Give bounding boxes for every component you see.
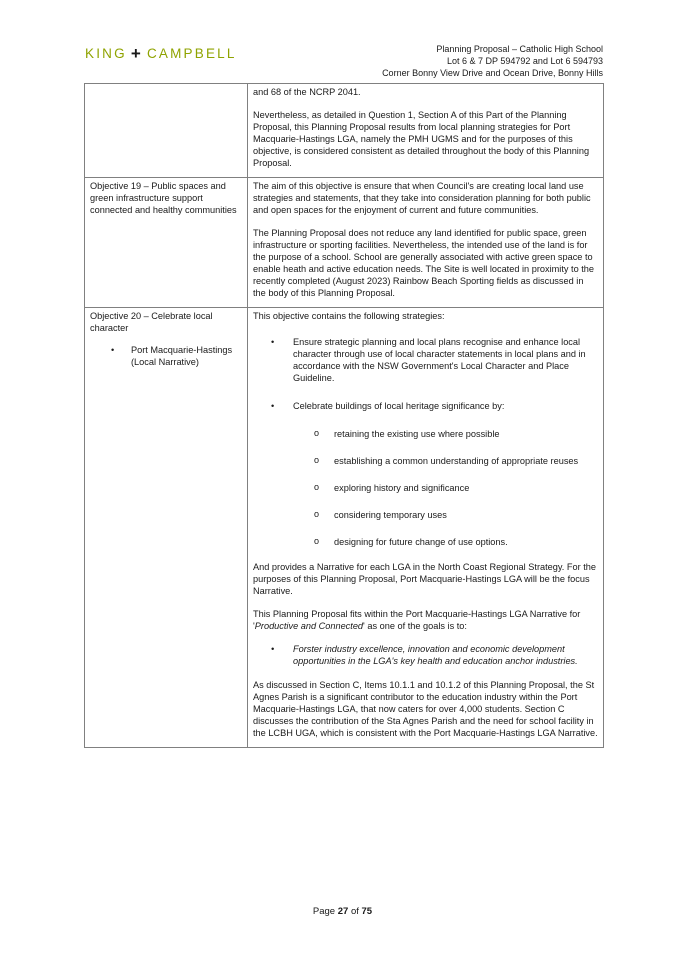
paragraph: and 68 of the NCRP 2041. (253, 87, 361, 97)
goal-bullet: • Forster industry excellence, innovation and economic development opportunities in the LGA's key health and education anchor industries. (253, 643, 598, 667)
objective-cell (85, 308, 248, 748)
paragraph (253, 608, 598, 632)
table-row (85, 178, 604, 308)
objective-19-title: Objective 19 – Public spaces and green infrastructure support connected and healthy communities (90, 181, 237, 215)
paragraph: The aim of this objective is ensure that when Council's are creating local land use strategies and statements, that they take into consideration planning for both public and open spaces for the enjoyment of current and future communities. (253, 181, 591, 215)
local-narrative-bullet: • Port Macquarie-Hastings (Local Narrative) (90, 344, 242, 368)
goal-name: Productive and Connected (254, 621, 364, 631)
text-span: ' as one of the goals is to: (363, 621, 467, 631)
response-cell (248, 84, 604, 178)
page-number: 27 (337, 906, 349, 917)
logo-word-campbell: CAMPBELL (146, 46, 237, 61)
paragraph: And provides a Narrative for each LGA in the North Coast Regional Strategy. For the purposes of this Planning Proposal, Port Macquarie-Hastings LGA will be the focus Narrative. (253, 562, 597, 596)
table-row (85, 308, 604, 748)
paragraph: As discussed in Section C, Items 10.1.1 and 10.1.2 of this Planning Proposal, the St Agnes Parish is a significant contributor to the education industry within the Port Macquarie-Hastings LGA, that now caters for over 4,000 students. Section C discusses the contribution of the Sta Agnes Parish and the need for school facility in the LCBH UGA, which is consistent with the Port Macquarie-Hastings LGA Narrative. (253, 680, 598, 738)
objective-cell (85, 178, 248, 308)
of-label: of (350, 906, 359, 917)
response-cell (248, 308, 604, 748)
table-row (85, 84, 604, 178)
sub-bullet: o establishing a common understanding of appropriate reuses (253, 455, 598, 467)
page-label: Page (312, 906, 336, 917)
sub-bullet: o considering temporary uses (253, 509, 598, 521)
logo-plus: + (130, 44, 143, 63)
header-title: Planning Proposal – Catholic High School (436, 44, 603, 54)
response-cell (248, 178, 604, 308)
paragraph: This objective contains the following strategies: (253, 311, 445, 321)
strategy-bullet: • Ensure strategic planning and local plans recognise and enhance local character through use of local character statements in local plans and in accordance with the NSW Government's Local Character and Place Guideline. (253, 336, 598, 384)
logo-word-king: KING (85, 46, 127, 61)
sub-bullet: o exploring history and significance (253, 482, 598, 494)
text-span: This Planning Proposal fits within the Port Macquarie-Hastings LGA Narrative for ' (253, 609, 581, 631)
header-address: Corner Bonny View Drive and Ocean Drive, Bonny Hills (382, 68, 603, 78)
sub-bullet: o retaining the existing use where possible (253, 428, 598, 440)
objective-20-title: Objective 20 – Celebrate local character (90, 311, 213, 333)
strategy-bullet: • Celebrate buildings of local heritage significance by: (253, 400, 598, 412)
paragraph: Nevertheless, as detailed in Question 1, Section A of this Part of the Planning Proposal, this Planning Proposal results from local planning strategies for Port Macquarie-Hastings LGA, namely the PMH UGMS and for the purposes of this objective, is considered consistent as detailed throughout the body of this Planning Proposal. (253, 110, 590, 168)
page-total: 75 (361, 906, 373, 917)
sub-bullet: o designing for future change of use options. (253, 536, 598, 548)
paragraph: The Planning Proposal does not reduce any land identified for public space, green infrastructure or sporting facilities. Nevertheless, the intended use of the land is for the purpose of a school. School are generally associated with active green space to enable heath and active education needs. The Site is well located in proximity to the recently completed (August 2023) Rainbow Beach Sporting fields as discussed in the body of this Planning Proposal. (253, 228, 595, 298)
page-footer (0, 906, 685, 917)
objectives-table (84, 83, 604, 748)
objective-cell (85, 84, 248, 178)
header-lot: Lot 6 & 7 DP 594792 and Lot 6 594793 (447, 56, 603, 66)
company-logo (85, 43, 237, 63)
document-header (303, 43, 603, 79)
